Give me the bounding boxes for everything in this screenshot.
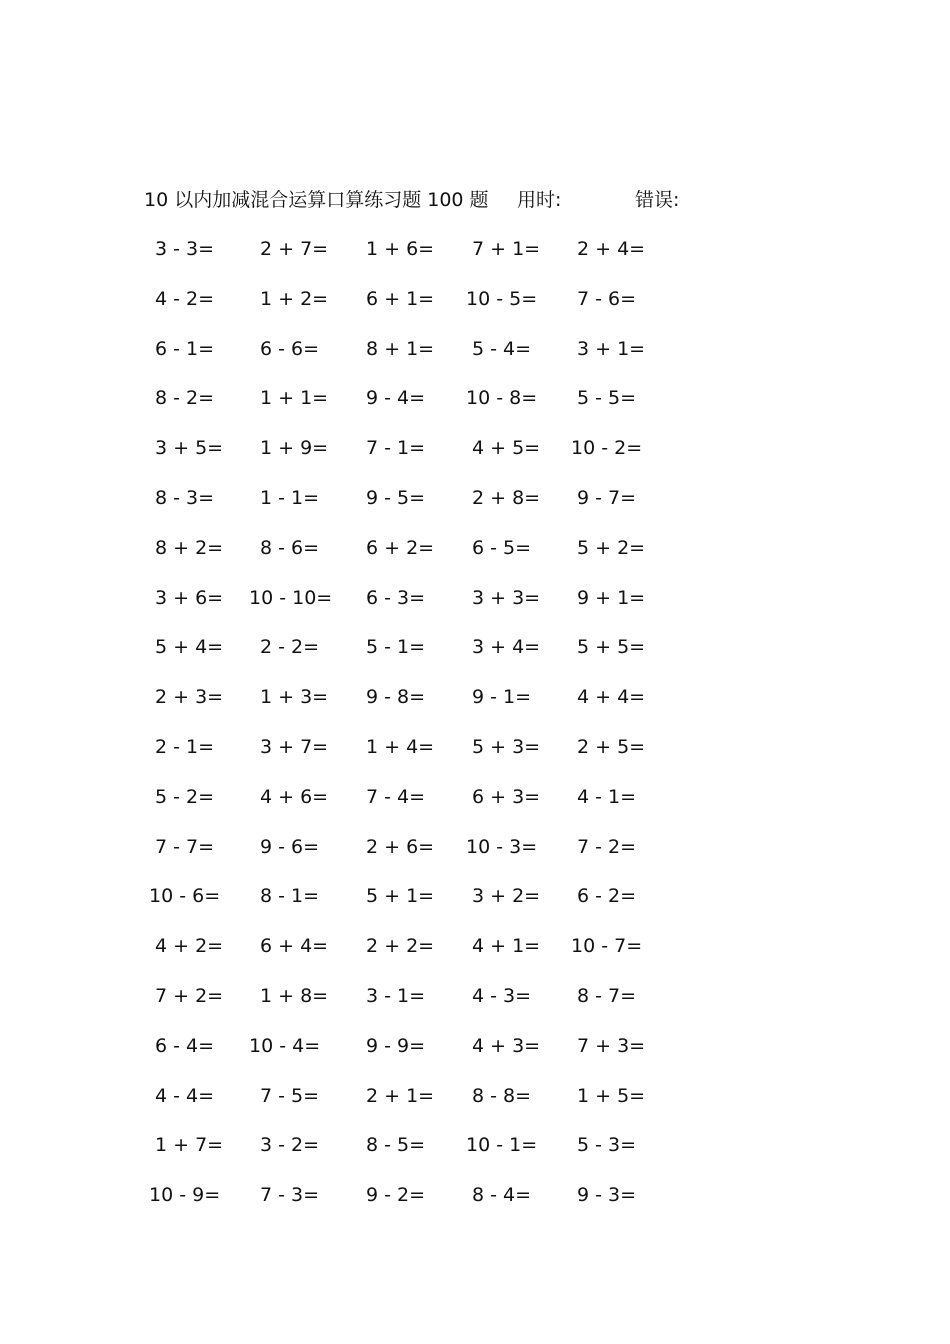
problem-item: 3 - 2= [260, 1134, 320, 1157]
problem-item: 1 + 9= [260, 437, 329, 460]
problem-item: 9 - 2= [366, 1184, 426, 1207]
problem-item: 2 + 2= [366, 935, 435, 958]
problem-row [0, 782, 950, 832]
problem-item: 9 - 8= [366, 686, 426, 709]
problem-item: 2 - 1= [155, 735, 215, 758]
problem-item: 7 - 2= [577, 835, 637, 858]
problem-item: 7 - 7= [155, 835, 215, 858]
problem-row [0, 1130, 950, 1180]
problem-item: 5 - 4= [472, 337, 532, 360]
time-used-label: 用时: [517, 189, 562, 211]
problem-item: 1 + 4= [366, 735, 435, 758]
problem-item: 7 + 2= [155, 984, 224, 1007]
problem-item: 10 - 3= [466, 835, 538, 858]
problem-item: 4 - 2= [155, 287, 215, 310]
problem-item: 1 + 8= [260, 984, 329, 1007]
problem-item: 9 - 5= [366, 486, 426, 509]
problem-item: 10 - 5= [466, 287, 538, 310]
problem-row [0, 732, 950, 782]
problem-item: 4 + 4= [577, 686, 646, 709]
problem-item: 5 + 4= [155, 636, 224, 659]
problem-item: 2 + 8= [472, 486, 541, 509]
problem-row [0, 334, 950, 384]
problem-item: 7 - 4= [366, 785, 426, 808]
problem-row [0, 931, 950, 981]
problem-item: 5 + 3= [472, 735, 541, 758]
problem-item: 8 - 5= [366, 1134, 426, 1157]
problem-item: 6 + 3= [472, 785, 541, 808]
problem-item: 3 - 1= [366, 984, 426, 1007]
problem-item: 10 - 9= [149, 1184, 221, 1207]
problem-item: 4 + 1= [472, 935, 541, 958]
problem-item: 8 + 1= [366, 337, 435, 360]
problem-item: 3 + 4= [472, 636, 541, 659]
problem-item: 4 + 3= [472, 1034, 541, 1057]
problem-item: 10 - 10= [249, 586, 333, 609]
problem-item: 8 - 1= [260, 885, 320, 908]
problem-item: 3 - 3= [155, 238, 215, 260]
problem-item: 10 - 8= [466, 387, 538, 410]
problem-item: 2 - 2= [260, 636, 320, 659]
problem-item: 10 - 2= [571, 437, 643, 460]
problem-item: 6 - 1= [155, 337, 215, 360]
problem-item: 10 - 6= [149, 885, 221, 908]
problem-item: 6 - 6= [260, 337, 320, 360]
problem-item: 5 + 1= [366, 885, 435, 908]
problem-item: 2 + 4= [577, 238, 646, 260]
problem-item: 4 + 2= [155, 935, 224, 958]
problem-item: 6 + 1= [366, 287, 435, 310]
problem-item: 1 + 7= [155, 1134, 224, 1157]
problem-item: 6 - 3= [366, 586, 426, 609]
problem-item: 3 + 3= [472, 586, 541, 609]
problem-row [0, 583, 950, 633]
problem-item: 6 - 2= [577, 885, 637, 908]
problem-item: 5 + 2= [577, 536, 646, 559]
problem-row [0, 981, 950, 1031]
problem-item: 3 + 5= [155, 437, 224, 460]
problem-item: 5 - 5= [577, 387, 637, 410]
problem-row [0, 881, 950, 931]
problem-item: 5 + 5= [577, 636, 646, 659]
problem-item: 8 - 7= [577, 984, 637, 1007]
problem-item: 1 + 2= [260, 287, 329, 310]
problem-item: 9 - 7= [577, 486, 637, 509]
problem-item: 5 - 2= [155, 785, 215, 808]
problem-item: 9 - 4= [366, 387, 426, 410]
problem-item: 7 - 6= [577, 287, 637, 310]
problem-item: 10 - 4= [249, 1034, 321, 1057]
problem-item: 5 - 1= [366, 636, 426, 659]
problem-item: 3 + 1= [577, 337, 646, 360]
problem-item: 8 - 8= [472, 1084, 532, 1107]
problem-item: 3 + 2= [472, 885, 541, 908]
problem-item: 10 - 1= [466, 1134, 538, 1157]
problem-row [0, 682, 950, 732]
problem-row [0, 1031, 950, 1081]
problem-item: 9 - 1= [472, 686, 532, 709]
problem-item: 1 - 1= [260, 486, 320, 509]
problem-item: 9 - 3= [577, 1184, 637, 1207]
problem-row [0, 284, 950, 334]
problem-item: 2 + 5= [577, 735, 646, 758]
problem-item: 6 + 2= [366, 536, 435, 559]
problem-item: 7 - 3= [260, 1184, 320, 1207]
problem-row [0, 533, 950, 583]
problem-item: 1 + 1= [260, 387, 329, 410]
problem-item: 4 - 3= [472, 984, 532, 1007]
problem-item: 6 - 5= [472, 536, 532, 559]
problem-row [0, 433, 950, 483]
problem-item: 8 - 3= [155, 486, 215, 509]
problem-item: 2 + 6= [366, 835, 435, 858]
worksheet-title: 10 以内加减混合运算口算练习题 100 题 [144, 189, 489, 211]
problem-item: 9 - 6= [260, 835, 320, 858]
problem-item: 9 - 9= [366, 1034, 426, 1057]
problem-row [0, 234, 950, 284]
problem-item: 4 - 1= [577, 785, 637, 808]
problem-item: 3 + 6= [155, 586, 224, 609]
problem-item: 5 - 3= [577, 1134, 637, 1157]
problem-row [0, 483, 950, 533]
problem-item: 2 + 1= [366, 1084, 435, 1107]
problem-item: 1 + 3= [260, 686, 329, 709]
problem-item: 9 + 1= [577, 586, 646, 609]
problem-item: 7 + 1= [472, 238, 541, 260]
problem-item: 1 + 5= [577, 1084, 646, 1107]
problem-item: 8 - 6= [260, 536, 320, 559]
problem-item: 6 + 4= [260, 935, 329, 958]
problem-item: 8 + 2= [155, 536, 224, 559]
worksheet-header [144, 186, 764, 214]
problem-item: 10 - 7= [571, 935, 643, 958]
problem-row [0, 383, 950, 433]
problem-item: 7 - 5= [260, 1084, 320, 1107]
problem-item: 7 + 3= [577, 1034, 646, 1057]
problem-item: 8 - 2= [155, 387, 215, 410]
problem-item: 6 - 4= [155, 1034, 215, 1057]
problem-item: 4 + 6= [260, 785, 329, 808]
problem-item: 7 - 1= [366, 437, 426, 460]
problem-item: 3 + 7= [260, 735, 329, 758]
problem-item: 8 - 4= [472, 1184, 532, 1207]
error-count-label: 错误: [635, 189, 680, 211]
problem-item: 1 + 6= [366, 238, 435, 260]
problem-item: 4 + 5= [472, 437, 541, 460]
problem-row [0, 1180, 950, 1230]
problem-row [0, 632, 950, 682]
problem-grid [0, 234, 950, 1230]
problem-row [0, 1081, 950, 1131]
problem-item: 2 + 7= [260, 238, 329, 260]
problem-item: 2 + 3= [155, 686, 224, 709]
problem-row [0, 832, 950, 882]
problem-item: 4 - 4= [155, 1084, 215, 1107]
